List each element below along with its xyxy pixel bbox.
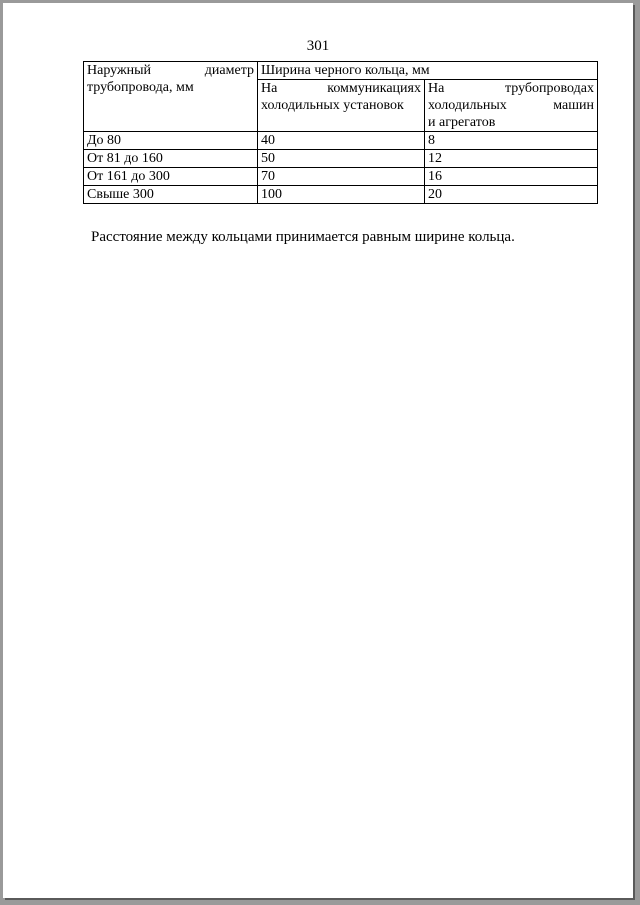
- header-refrigeration-machines: [425, 80, 598, 132]
- cell-diameter: От 81 до 160: [84, 150, 258, 168]
- cell-machines-width: 8: [425, 132, 598, 150]
- cell-machines-width: 20: [425, 186, 598, 204]
- table-row: [84, 150, 598, 168]
- header-refrigeration-installations: [258, 80, 425, 132]
- header-machines-line2: холодильных машин: [428, 98, 594, 113]
- cell-diameter: Свыше 300: [84, 186, 258, 204]
- header-outer-diameter-line2: трубопровода, мм: [87, 80, 194, 95]
- ring-width-table: [83, 61, 598, 204]
- cell-installations-width: 70: [258, 168, 425, 186]
- cell-installations-width: 50: [258, 150, 425, 168]
- header-outer-diameter-line1: Наружный диаметр: [87, 63, 254, 78]
- cell-installations-width: 40: [258, 132, 425, 150]
- header-installations-line1: На коммуникациях: [261, 81, 421, 96]
- cell-machines-width: 16: [425, 168, 598, 186]
- table-row: [84, 186, 598, 204]
- header-machines-line3: и агрегатов: [428, 115, 496, 130]
- table-row: [84, 132, 598, 150]
- cell-diameter: До 80: [84, 132, 258, 150]
- header-outer-diameter: [84, 62, 258, 132]
- document-page: [3, 3, 633, 898]
- cell-diameter: От 161 до 300: [84, 168, 258, 186]
- header-ring-width: Ширина черного кольца, мм: [258, 62, 598, 80]
- header-installations-line2: холодильных установок: [261, 98, 404, 113]
- ring-spacing-note: Расстояние между кольцами принимается равным ширине кольца.: [91, 229, 515, 245]
- page-number: 301: [306, 38, 330, 54]
- table-row: [84, 168, 598, 186]
- header-machines-line1: На трубопроводах: [428, 81, 594, 96]
- cell-machines-width: 12: [425, 150, 598, 168]
- table-header-row: [84, 62, 598, 80]
- cell-installations-width: 100: [258, 186, 425, 204]
